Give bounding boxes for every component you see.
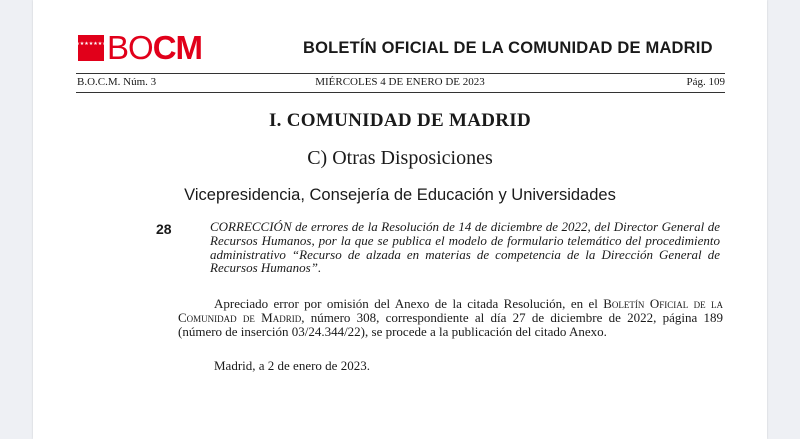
department-heading: Vicepresidencia, Consejería de Educación y Universidades — [184, 186, 616, 204]
entry-number: 28 — [156, 221, 172, 237]
header-rule-top — [76, 73, 725, 74]
entry-closing-date: Madrid, a 2 de enero de 2023. — [214, 358, 370, 373]
body-text-part2: , número 308, correspondiente al día 27 de diciembre de 2022, página 189 (número de inserción 03/24.344/22), se procede a la publicación del citado Anexo. — [178, 310, 723, 339]
issue-number: B.O.C.M. Núm. 3 — [77, 76, 157, 88]
logo-suffix: CM — [152, 29, 203, 66]
page-number: Pág. 109 — [686, 76, 725, 88]
bulletin-title: BOLETÍN OFICIAL DE LA COMUNIDAD DE MADRID — [303, 39, 713, 57]
entry-summary: CORRECCIÓN de errores de la Resolución de 14 de diciembre de 2022, del Director General de Recursos Humanos, por la que se publica el modelo de formulario telemático del procedimiento administrativo “Recurso de alzada en materias de competencia de la Dirección General de Recursos Humanos”. — [210, 219, 720, 276]
body-text-part1: Apreciado error por omisión del Anexo de la citada Resolución, en el — [214, 296, 604, 311]
subsection-heading: C) Otras Disposiciones — [307, 147, 493, 169]
bocm-logo — [75, 29, 203, 66]
header-rule-bottom — [76, 92, 725, 93]
logo-prefix: BO — [107, 29, 153, 66]
document-page — [33, 0, 767, 439]
section-heading: I. COMUNIDAD DE MADRID — [268, 110, 532, 131]
body-bulletin-name: Boletín Oficial de la Comunidad de Madrid — [178, 296, 723, 325]
entry-body — [178, 297, 723, 339]
issue-date: MIÉRCOLES 4 DE ENERO DE 2023 — [315, 76, 485, 88]
madrid-flag-stars-icon: ★★★★★★★ — [78, 35, 104, 61]
